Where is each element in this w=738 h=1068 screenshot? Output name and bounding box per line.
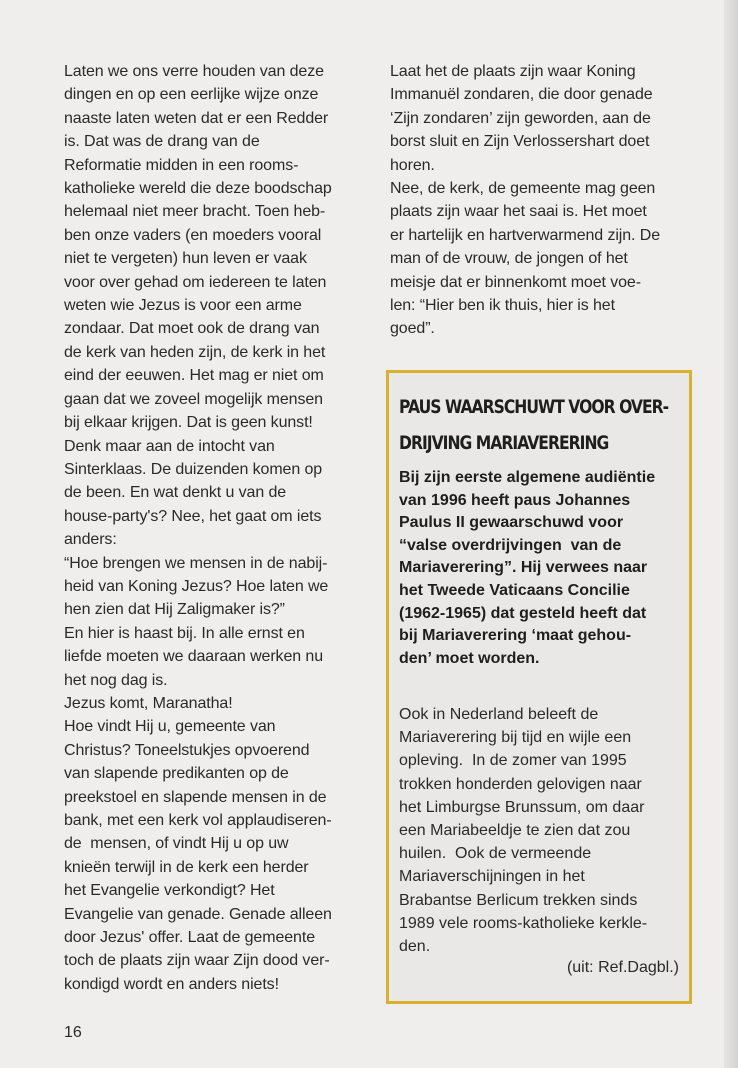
text-line: de kerk van heden zijn, de kerk in het bbox=[64, 343, 326, 361]
text-line: voor over gehad om iedereen te laten bbox=[64, 273, 327, 291]
text-line: preekstoel en slapende mensen in de bbox=[64, 788, 327, 806]
body-line: Ook in Nederland beleeft de bbox=[399, 706, 599, 723]
text-line: borst sluit en Zijn Verlossershart doet bbox=[390, 133, 650, 151]
text-line: bank, met een kerk vol applaudiseren- bbox=[64, 812, 332, 829]
text-line: heid van Koning Jezus? Hoe laten we bbox=[64, 577, 329, 595]
body-line: den. bbox=[399, 938, 431, 956]
text-line: dingen en op een eerlijke wijze onze bbox=[64, 86, 319, 104]
body-line: een Mariabeeldje te zien dat zou bbox=[399, 822, 631, 840]
text-line: niet te vergeten) hun leven er vaak bbox=[64, 250, 307, 268]
text-line: katholieke wereld die deze boodschap bbox=[64, 180, 332, 198]
text-line: de mensen, of vindt Hij u op uw bbox=[64, 835, 289, 853]
body-line: huilen. Ook de vermeende bbox=[399, 845, 592, 863]
heading-line: PAUS WAARSCHUWT VOOR OVER- bbox=[399, 396, 669, 418]
text-line: Laat het de plaats zijn waar Koning bbox=[390, 63, 636, 80]
text-line: Reformatie midden in een rooms- bbox=[64, 156, 299, 174]
text-line: Jezus komt, Maranatha! bbox=[64, 694, 233, 712]
text-line: Sinterklaas. De duizenden komen op bbox=[64, 460, 323, 478]
body-line: het Limburgse Brunssum, om daar bbox=[399, 798, 645, 816]
text-line: eind der eeuwen. Het mag er niet om bbox=[64, 367, 324, 385]
body-line: trokken honderden gelovigen naar bbox=[399, 775, 642, 793]
body-line: 1989 vele rooms-katholieke kerkle- bbox=[399, 914, 648, 932]
text-line: Evangelie van genade. Genade alleen bbox=[64, 905, 332, 923]
text-line: Laten we ons verre houden van deze bbox=[64, 63, 324, 80]
sidebar-body-paragraph bbox=[399, 703, 647, 958]
text-line: het nog dag is. bbox=[64, 671, 168, 689]
text-line: ‘Zijn zondaren’ zijn geworden, aan de bbox=[390, 109, 651, 127]
page-number: 16 bbox=[64, 1024, 82, 1041]
text-line: man of de vrouw, de jongen of het bbox=[390, 250, 628, 268]
body-line: Mariaverschijningen in het bbox=[399, 868, 585, 886]
text-line: door Jezus' offer. Laat de gemeente bbox=[64, 929, 315, 947]
sidebar-lead-paragraph bbox=[399, 467, 655, 670]
lead-line: “valse overdrijvingen van de bbox=[399, 536, 622, 554]
text-line: Christus? Toneelstukjes opvoerend bbox=[64, 741, 310, 759]
text-line: het Evangelie verkondigt? Het bbox=[64, 882, 275, 900]
text-line: naaste laten weten dat er een Redder bbox=[64, 109, 329, 127]
lead-line: Paulus II gewaarschuwd voor bbox=[399, 514, 624, 532]
text-line: is. Dat was de drang van de bbox=[64, 133, 260, 151]
lead-line: Bij zijn eerste algemene audiëntie bbox=[399, 469, 656, 486]
text-line: “Hoe brengen we mensen in de nabij- bbox=[64, 554, 328, 572]
left-column-text bbox=[64, 60, 332, 996]
news-sidebar-box bbox=[386, 370, 692, 1004]
text-line: plaats zijn waar het saai is. Het moet bbox=[390, 203, 647, 221]
lead-line: het Tweede Vaticaans Concilie bbox=[399, 581, 630, 599]
text-line: van slapende predikanten op de bbox=[64, 765, 289, 783]
body-line: Mariaverering bij tijd en wijle een bbox=[399, 729, 632, 747]
sidebar-heading bbox=[399, 389, 668, 461]
lead-line: den’ moet worden. bbox=[399, 649, 540, 667]
text-line: house-party's? Nee, het gaat om iets bbox=[64, 507, 322, 525]
text-line: anders: bbox=[64, 531, 117, 549]
text-line: ben onze vaders (en moeders vooral bbox=[64, 226, 322, 244]
text-line: Nee, de kerk, de gemeente mag geen bbox=[390, 180, 656, 198]
text-line: knieën terwijl in de kerk een herder bbox=[64, 858, 309, 876]
text-line: kondigd wordt en anders niets! bbox=[64, 975, 279, 993]
text-line: Immanuël zondaren, die door genade bbox=[390, 86, 653, 104]
text-line: toch de plaats zijn waar Zijn dood ver- bbox=[64, 952, 330, 970]
text-line: meisje dat er binnenkomt moet voe- bbox=[390, 273, 641, 291]
text-line: horen. bbox=[390, 156, 435, 174]
text-line: Denk maar aan de intocht van bbox=[64, 437, 275, 455]
text-line: len: “Hier ben ik thuis, hier is het bbox=[390, 297, 615, 315]
text-line: hen zien dat Hij Zaligmaker is?” bbox=[64, 601, 285, 619]
text-line: goed”. bbox=[390, 320, 435, 338]
text-line: En hier is haast bij. In alle ernst en bbox=[64, 624, 305, 642]
heading-line: DRIJVING MARIAVERERING bbox=[399, 432, 609, 454]
page-edge-shadow bbox=[724, 0, 738, 1068]
lead-line: van 1996 heeft paus Johannes bbox=[399, 491, 631, 509]
body-line: opleving. In de zomer van 1995 bbox=[399, 752, 627, 770]
lead-line: (1962-1965) dat gesteld heeft dat bbox=[399, 604, 647, 622]
text-line: gaan dat we zoveel mogelijk mensen bbox=[64, 390, 323, 408]
text-line: bij elkaar krijgen. Dat is geen kunst! bbox=[64, 414, 313, 432]
lead-line: bij Mariaverering ‘maat gehou- bbox=[399, 627, 632, 645]
text-line: weten wie Jezus is voor een arme bbox=[64, 297, 302, 315]
text-line: zondaar. Dat moet ook de drang van bbox=[64, 320, 320, 338]
text-line: er hartelijk en hartverwarmend zijn. De bbox=[390, 226, 660, 244]
text-line: helemaal niet meer bracht. Toen heb- bbox=[64, 203, 326, 221]
text-line: liefde moeten we daaraan werken nu bbox=[64, 648, 323, 666]
text-line: Hoe vindt Hij u, gemeente van bbox=[64, 718, 276, 736]
lead-line: Mariaverering”. Hij verwees naar bbox=[399, 559, 648, 577]
right-column-text bbox=[390, 60, 660, 341]
text-line: de been. En wat denkt u van de bbox=[64, 484, 287, 502]
body-line: Brabantse Berlicum trekken sinds bbox=[399, 891, 638, 909]
sidebar-source-credit: (uit: Ref.Dagbl.) bbox=[566, 959, 679, 976]
